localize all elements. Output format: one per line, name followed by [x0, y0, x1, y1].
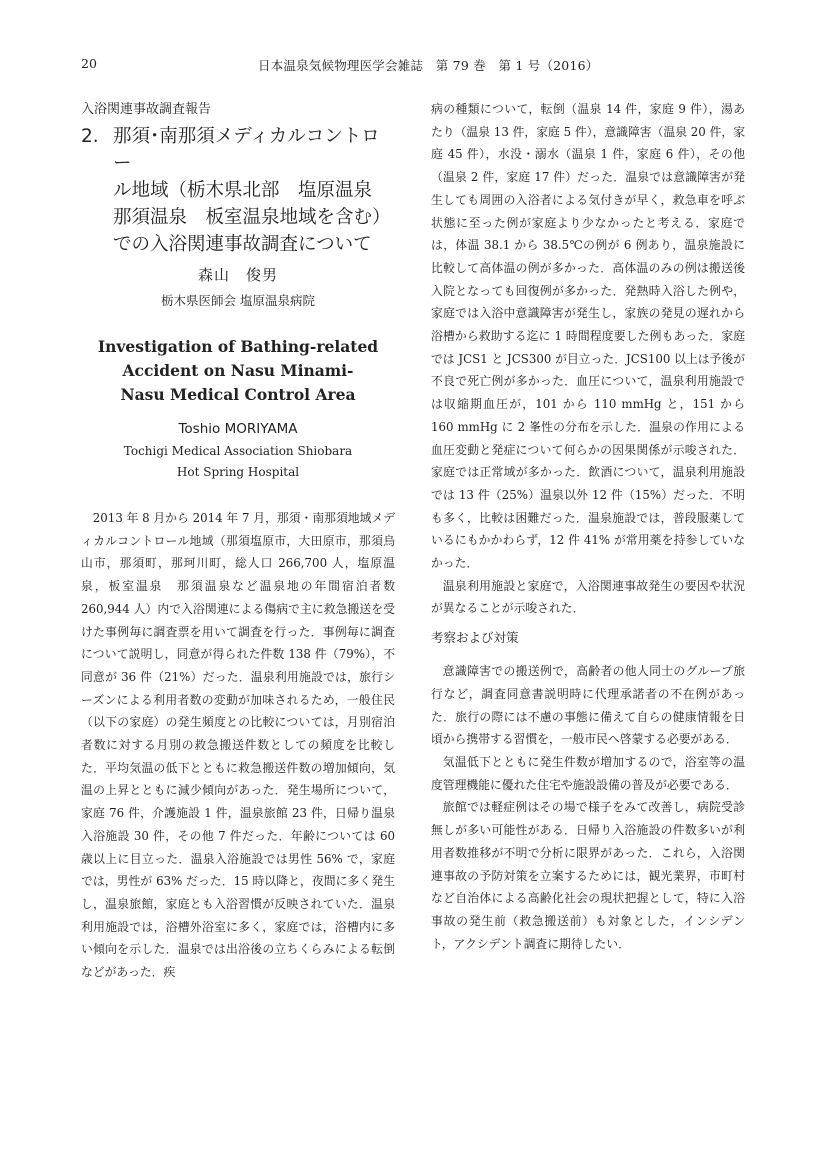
discussion-paragraph: 旅館では軽症例はその場で様子をみて改善し，病院受診無しが多い可能性がある．日帰り入浴施設の件数多いが利用者数推移が不明で分析に限界があった．これら，入浴関連事故の予防対策を立案するためには，観光業界，市町村など自治体による高齢化社会の現状把握として，特に入浴事故の発生前（救急搬送前）も対象とした，インシデント，アクシデント調査に期待したい．: [431, 800, 745, 951]
running-header: 日本温泉気候物理医学会雑誌 第 79 巻 第 1 号（2016）: [258, 58, 599, 73]
title-number: 2.: [81, 126, 99, 147]
affiliation-en: [81, 441, 395, 483]
title-line: ル地域（栃木県北部 塩原温泉: [113, 180, 373, 201]
author-name-ja: 森山 俊男: [197, 266, 278, 284]
body-paragraph: 2013 年 8 月から 2014 年 7 月，那須・南那須地域メディカルコントロール地域（那須塩原市，大田原市，那須烏山市，那須町，那珂川町，総人口 266,700 人，塩原温泉，板室温泉 那須温泉など温泉地の年間宿泊者数 260,944 人）内で入浴関連による傷病で主に救急搬送を受けた事例毎に調査票を用いて調査を行った．事例毎に調査について説明し，同意が得られた件数 138 件（79%），不同意が 36 件（21%）だった．温泉利用施設では，旅行シーズンによる利用者数の変動が加味されるため，一般住民（以下の家庭）の発生頻度との比較については，月別宿泊者数に対する月別の救急搬送件数としての頻度を比較した．平均気温の低下とともに救急搬送件数の増加傾向，気温の上昇とともに減少傾向があった．発生場所について，家庭 76 件，介護施設 1 件，温泉旅館 23 件，日帰り温泉入浴施設 30 件，その他 7 件だった．年齢については 60 歳以上に目立った．温泉入浴施設では男性 56% で，家庭では，男性が 63% だった．15 時以降と，夜間に多く発生し，温泉旅館，家庭とも入浴習慣が反映されていた．温泉利用施設では，浴槽外浴室に多く，家庭では，浴槽内に多い傾向を示した．温泉では出浴後の立ちくらみによる転倒などがあった．疾: [81, 511, 395, 980]
title-line: での入浴関連事故調査について: [113, 234, 372, 255]
discussion-paragraph: 意識障害での搬送例で，高齢者の他人同士のグループ旅行など，調査同意書説明時に代理承諾者の不在例があった．旅行の際には不慮の事態に備えて自らの健康情報を日頃から携帯する習慣を，一般市民へ啓蒙する必要がある．: [431, 664, 745, 747]
discussion-paragraph: 気温低下とともに発生件数が増加するので，浴室等の温度管理機能に優れた住宅や施設設備の普及が必要である．: [431, 754, 745, 792]
title-line: 那須･南那須メディカルコントロー: [113, 126, 380, 174]
left-column: [81, 98, 395, 984]
english-title: [81, 335, 395, 407]
affiliation-ja: 栃木県医師会 塩原温泉病院: [161, 293, 315, 308]
right-column: [431, 98, 745, 955]
page-number: 20: [81, 56, 97, 71]
body-paragraph: 病の種類について，転倒（温泉 14 件，家庭 9 件），湯あたり（温泉 13 件，家庭 5 件），意識障害（温泉 20 件，家庭 45 件），水没・溺水（温泉 1 件，家庭 6 件），その他（温泉 2 件，家庭 17 件）だった．温泉では意識障害が発生しても周囲の入浴者による気付きが早く，救急車を呼ぶ状態に至った例が家庭より少なかったと考える．家庭では，体温 38.1 から 38.5℃の例が 6 例あり，温泉施設に比較して高体温の例が多かった．高体温のみの例は搬送後入院となっても回復例が多かった．発熱時入浴した例や，家庭では入浴中意識障害が発生し，家族の発見の遅れから浴槽から救助する迄に 1 時間程度要した例もあった．家庭では JCS1 と JCS300 が目立った．JCS100 以上は予後が不良で死亡例が多かった．血圧について，温泉利用施設では収縮期血圧が，101 から 110 mmHg と，151 から 160 mmHg に 2 峯性の分布を示した．温泉の作用による血圧変動と発症について何らかの因果関係が示唆された．家庭では正常域が多かった．飲酒について，温泉利用施設では 13 件（25%）温泉以外 12 件（15%）だった．不明も多く，比較は困難だった．温泉施設では，普段服薬しているにもかかわらず，12 件 41% が常用薬を持参していなかった．: [431, 102, 745, 571]
affiliation-en-line: Tochigi Medical Association Shiobara: [123, 444, 353, 458]
title-text: [113, 123, 395, 258]
author-name-en: Toshio MORIYAMA: [178, 421, 298, 437]
discussion-heading: 考察および対策: [431, 630, 519, 646]
english-title-line: Investigation of Bathing-related: [97, 337, 379, 356]
section-label: 入浴関連事故調査報告: [81, 102, 212, 117]
body-paragraph: 温泉利用施設と家庭で，入浴関連事故発生の要因や状況が異なることが示唆された．: [431, 578, 745, 616]
title-line: 那須温泉 板室温泉地域を含む）: [113, 207, 391, 228]
english-title-line: Nasu Medical Control Area: [120, 385, 356, 404]
affiliation-en-line: Hot Spring Hospital: [176, 465, 300, 479]
article-title: [81, 123, 395, 258]
english-title-line: Accident on Nasu Minami-: [122, 361, 354, 380]
